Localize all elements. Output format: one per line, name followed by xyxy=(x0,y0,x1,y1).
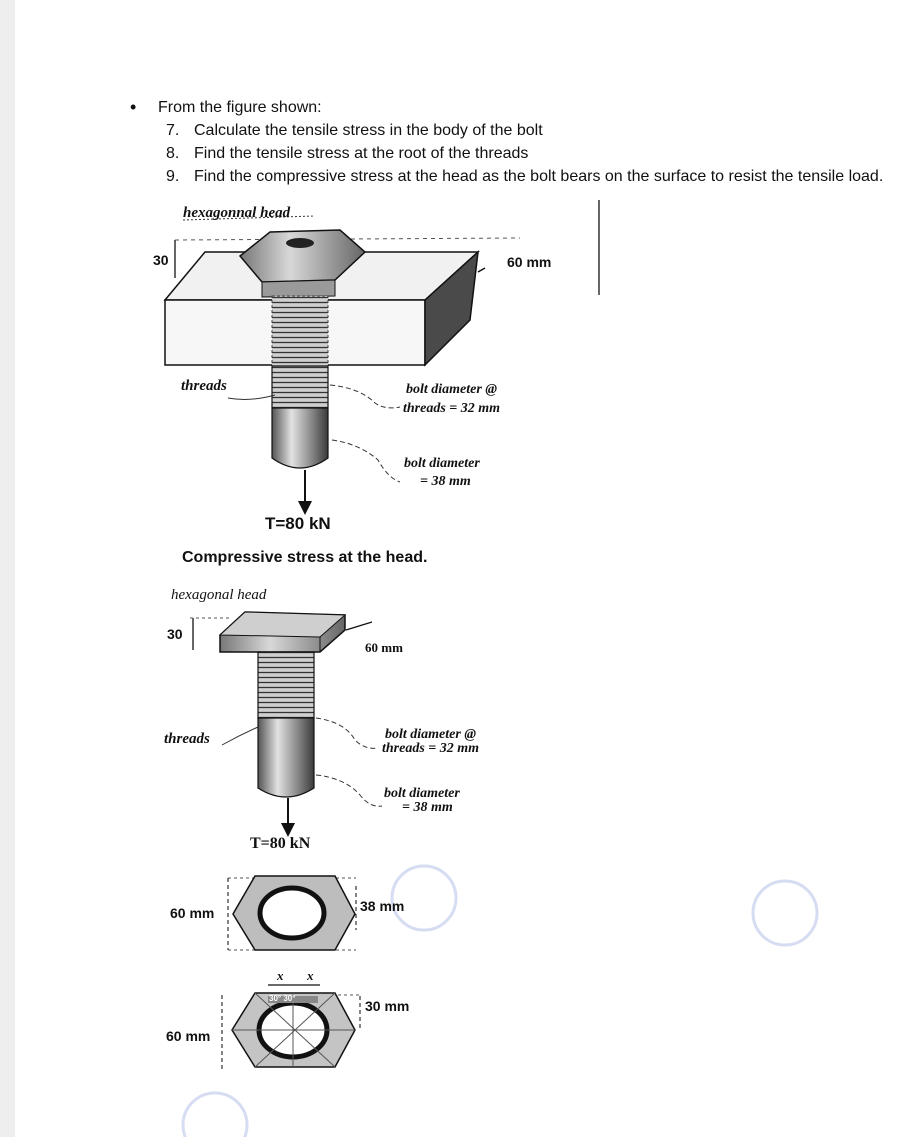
bullet: • xyxy=(130,97,137,117)
fig1-threads-label: threads xyxy=(181,378,227,394)
scan-artifact-circle xyxy=(183,1093,247,1137)
fig2-body-diameter-2: = 38 mm xyxy=(402,800,453,815)
fig4-x-label-1: x xyxy=(277,968,284,983)
fig4-dim-30: 30 mm xyxy=(365,998,410,1014)
fig2-thread-diameter-2: threads = 32 mm xyxy=(382,741,480,756)
fig3-dim-38: 38 mm xyxy=(360,898,405,914)
fig1-body-diameter-1: bolt diameter xyxy=(404,456,480,471)
fig4-x-label-2: x xyxy=(307,968,314,983)
fig1-head-label: hexagonnal head xyxy=(183,205,291,221)
item-text: Find the tensile stress at the root of the threads xyxy=(194,145,529,162)
figure-2 xyxy=(190,612,382,830)
question-intro: From the figure shown: xyxy=(158,99,322,116)
fig1-dim-60: 60 mm xyxy=(507,254,552,270)
fig1-thread-diameter-1: bolt diameter @ xyxy=(406,382,497,397)
item-text: Calculate the tensile stress in the body of the bolt xyxy=(194,122,543,139)
fig2-thread-diameter-1: bolt diameter @ xyxy=(385,727,476,742)
item-text: Find the compressive stress at the head as the bolt bears on the surface to resist the tensile load. xyxy=(194,168,884,185)
section-caption: Compressive stress at the head. xyxy=(182,549,428,566)
figure-3 xyxy=(228,876,356,950)
item-number: 9. xyxy=(166,168,180,185)
fig2-head-label: hexagonal head xyxy=(171,587,267,603)
fig4-angle-labels: 30° 30° xyxy=(269,994,296,1003)
fig3-dim-60: 60 mm xyxy=(170,905,215,921)
fig2-threads-label: threads xyxy=(164,731,210,747)
fig1-dim-30: 30 xyxy=(153,252,169,268)
fig2-load-label: T=80 kN xyxy=(250,835,311,852)
item-number: 8. xyxy=(166,145,180,162)
fig1-load-label: T=80 kN xyxy=(265,514,331,533)
scan-artifact-circle xyxy=(753,881,817,945)
fig2-dim-30: 30 xyxy=(167,626,183,642)
fig4-dim-60: 60 mm xyxy=(166,1028,211,1044)
fig1-body-diameter-2: = 38 mm xyxy=(420,474,471,489)
fig2-dim-60: 60 mm xyxy=(365,640,403,655)
fig2-body-diameter-1: bolt diameter xyxy=(384,786,460,801)
item-number: 7. xyxy=(166,122,180,139)
fig1-thread-diameter-2: threads = 32 mm xyxy=(403,401,501,416)
